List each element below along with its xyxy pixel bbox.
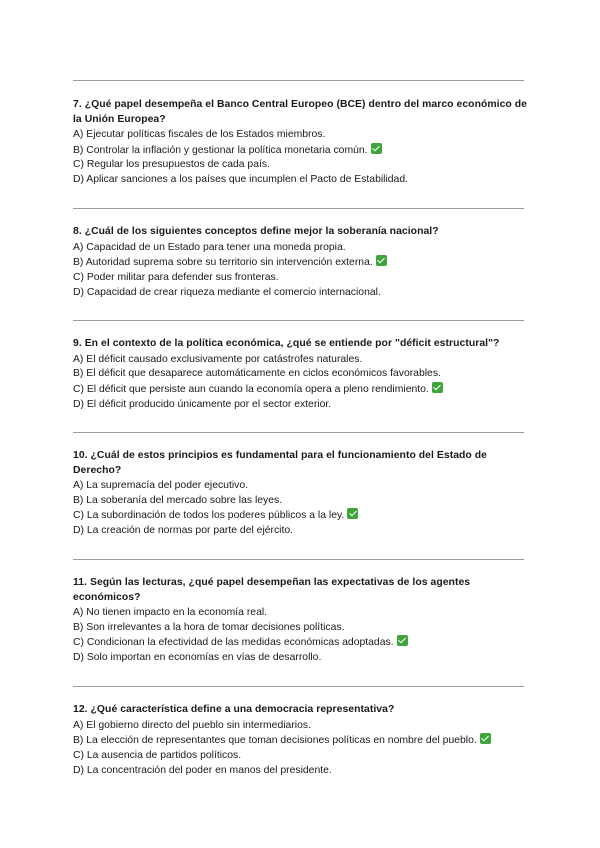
question-title: 8. ¿Cuál de los siguientes conceptos define mejor la soberanía nacional?: [73, 226, 439, 237]
divider: [73, 686, 524, 687]
question-7: [73, 98, 533, 188]
option-b: B) La soberanía del mercado sobre las leyes.: [73, 494, 283, 506]
check-mark-icon: [480, 733, 491, 744]
divider: [73, 432, 524, 433]
question-11: [73, 576, 533, 666]
check-mark-icon: [371, 143, 382, 154]
option-d: D) La concentración del poder en manos del presidente.: [73, 764, 332, 776]
option-c: C) El déficit que persiste aun cuando la economía opera a pleno rendimiento.: [73, 382, 533, 398]
option-a: A) Ejecutar políticas fiscales de los Estados miembros.: [73, 129, 326, 140]
question-title: 7. ¿Qué papel desempeña el Banco Central Europeo (BCE) dentro del marco económico de la Unión Europea?: [73, 99, 527, 125]
option-a: A) El déficit causado exclusivamente por catástrofes naturales.: [73, 353, 363, 365]
option-b: B) El déficit que desaparece automáticamente en ciclos económicos favorables.: [73, 368, 441, 380]
option-b: B) Autoridad suprema sobre su territorio sin intervención externa.: [73, 255, 533, 271]
check-mark-icon: [376, 255, 387, 266]
check-mark-icon: [432, 382, 443, 393]
option-a: A) No tienen impacto en la economía real.: [73, 607, 268, 618]
question-title: 12. ¿Qué característica define a una democracia representativa?: [73, 704, 395, 715]
question-9: [73, 337, 533, 412]
divider: [73, 80, 524, 81]
option-c: C) Condicionan la efectividad de las medidas económicas adoptadas.: [73, 635, 533, 651]
question-10: [73, 449, 533, 539]
option-c: C) La subordinación de todos los poderes públicos a la ley.: [73, 508, 533, 524]
question-title: 9. En el contexto de la política económica, ¿qué se entiende por "déficit estructural"?: [73, 338, 500, 349]
option-b: B) Son irrelevantes a la hora de tomar decisiones políticas.: [73, 621, 345, 633]
option-d: D) El déficit producido únicamente por el sector exterior.: [73, 398, 332, 410]
divider: [73, 208, 524, 209]
question-title: 10. ¿Cuál de estos principios es fundamental para el funcionamiento del Estado de Derecho?: [73, 450, 487, 476]
divider: [73, 320, 524, 321]
option-d: D) Solo importan en economías en vías de desarrollo.: [73, 652, 322, 664]
option-b: B) Controlar la inflación y gestionar la política monetaria común.: [73, 143, 533, 159]
question-12: [73, 703, 533, 778]
question-title: 11. Según las lecturas, ¿qué papel desempeñan las expectativas de los agentes económicos?: [73, 577, 471, 603]
option-a: A) La supremacía del poder ejecutivo.: [73, 480, 249, 491]
check-mark-icon: [347, 508, 358, 519]
option-c: C) La ausencia de partidos políticos.: [73, 749, 242, 761]
option-c: C) Regular los presupuestos de cada país.: [73, 159, 270, 171]
option-d: D) Aplicar sanciones a los países que incumplen el Pacto de Estabilidad.: [73, 174, 409, 186]
option-d: D) La creación de normas por parte del ejército.: [73, 525, 294, 537]
check-mark-icon: [397, 635, 408, 646]
option-a: A) Capacidad de un Estado para tener una moneda propia.: [73, 241, 346, 253]
option-b: B) La elección de representantes que toman decisiones políticas en nombre del pueblo.: [73, 733, 533, 749]
option-d: D) Capacidad de crear riqueza mediante el comercio internacional.: [73, 286, 381, 298]
divider: [73, 559, 524, 560]
option-a: A) El gobierno directo del pueblo sin intermediarios.: [73, 719, 311, 731]
option-c: C) Poder militar para defender sus fronteras.: [73, 271, 279, 283]
question-8: [73, 225, 533, 300]
